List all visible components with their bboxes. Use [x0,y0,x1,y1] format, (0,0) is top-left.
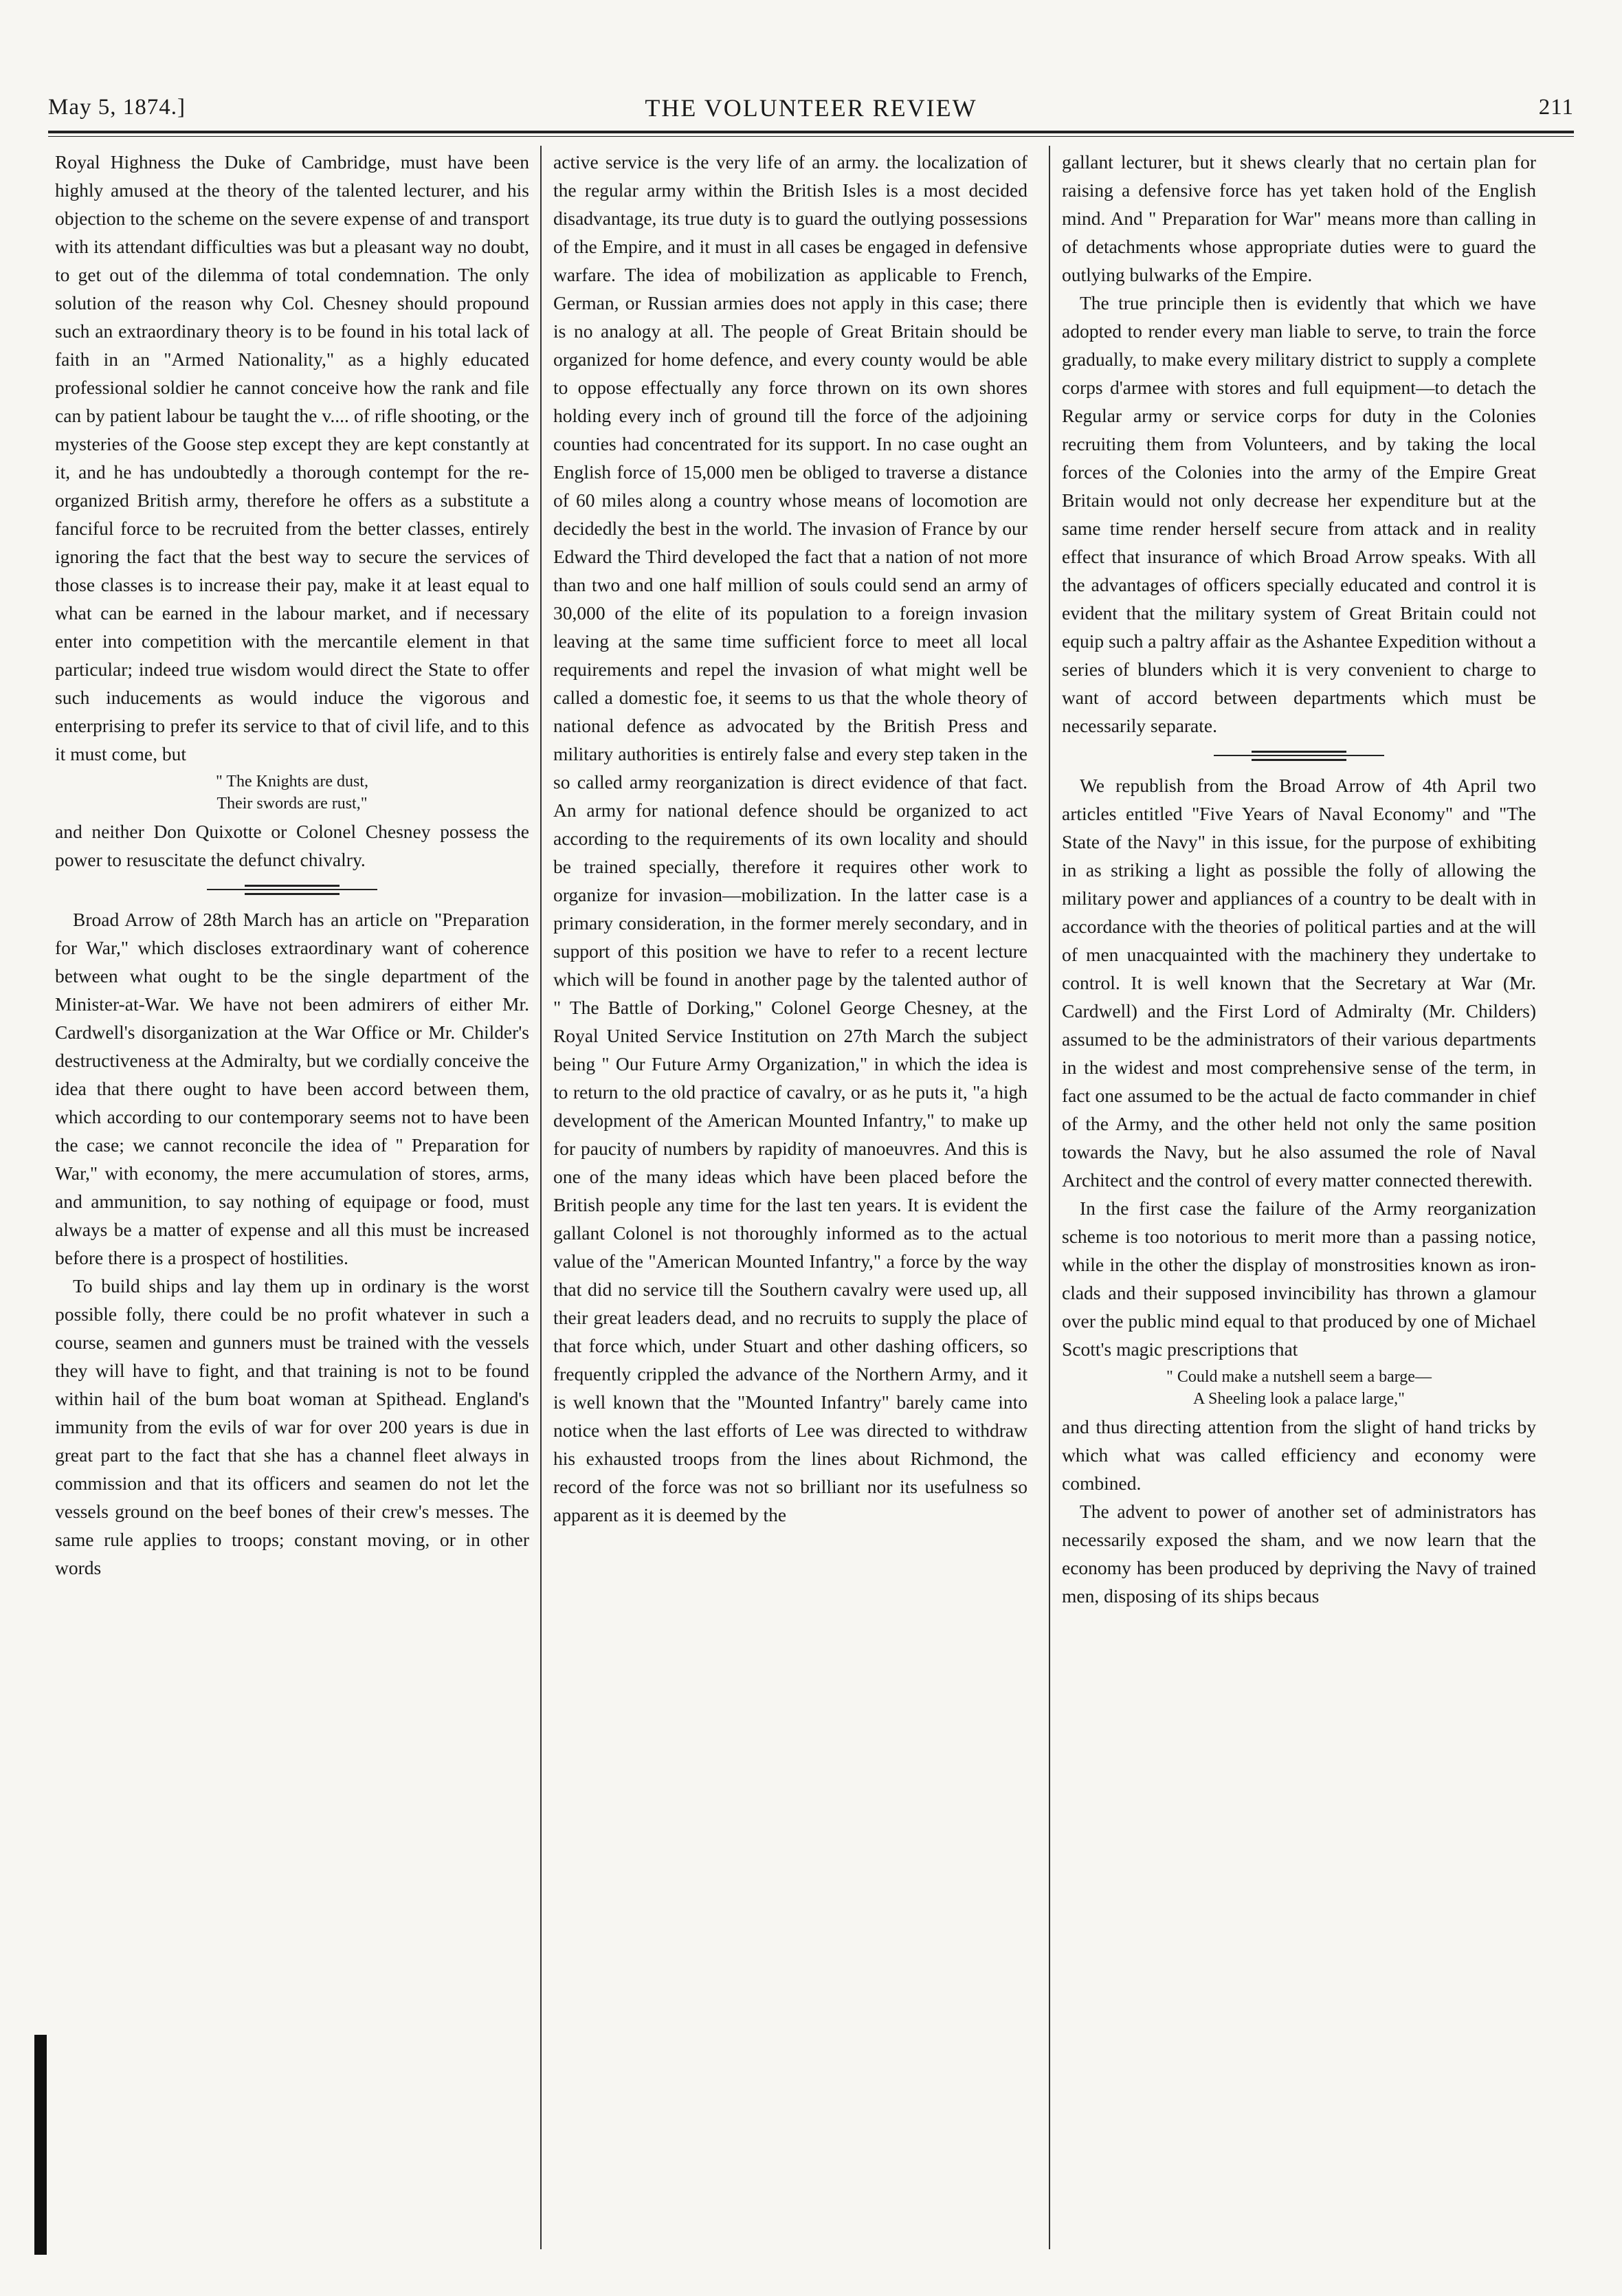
verse-line: Their swords are rust," [216,795,368,813]
paragraph: gallant lecturer, but it shews clearly that no certain plan for raising a defensive force has yet taken hold of the English mind. And " Preparation for War" means more than calling in of detachments whose appropriate duties were to guard the outlying bulwarks of the Empire. [1062,151,1536,285]
header-rule-thin [48,136,1574,137]
verse-line: " Could make a nutshell seem a barge— [1166,1368,1432,1386]
page-number: 211 [1538,95,1574,120]
column-1 [55,148,529,2251]
header-rule [48,131,1574,133]
paragraph: and neither Don Quixotte or Colonel Chesney possess the power to resuscitate the defunct chivalry. [55,821,529,870]
paragraph: The advent to power of another set of administrators has necessarily exposed the sham, and we now learn that the economy has been produced by depriving the Navy of trained men, disposing of its ships becaus [1062,1501,1536,1607]
paragraph: and thus directing attention from the slight of hand tricks by which what was called efficiency and economy were combined. [1062,1416,1536,1494]
paragraph: In the first case the failure of the Army reorganization scheme is too notorious to merit more than a passing notice, while in the other the display of monstrosities known as iron-clads and their supposed invincibility has thrown a glamour over the public mind equal to that produced by one of Michael Scott's magic prescriptions that [1062,1197,1536,1360]
publication-title: THE VOLUNTEER REVIEW [645,94,977,122]
column-3 [1062,148,1536,2251]
section-separator [55,878,529,901]
verse-line: A Sheeling look a palace large," [1193,1390,1405,1408]
running-header [48,88,1574,129]
verse-line: " The Knights are dust, [216,773,368,791]
paragraph: active service is the very life of an army. the localization of the regular army within the British Isles is a most decided disadvantage, its true duty is to guard the outlying possessions of the Empire, and it must in all cases be engaged in defensive warfare. The idea of mobilization as applicable to French, German, or Russian armies does not apply in this case; there is no analogy at all. The people of Great Britain should be organized for home defence, and every county would be able to oppose effectually any force thrown on its own shores holding every inch of ground till the force of the adjoining counties had concentrated for its support. In no case ought an English force of 15,000 men be obliged to traverse a distance of 60 miles along a country whose means of locomotion are decidedly the best in the world. The invasion of France by our Edward the Third developed the fact that a nation of not more than two and one half million of souls could send an army of 30,000 of the elite of its population to a foreign invasion leaving at the same time sufficient force to meet all local requirements and repel the invasion of what might well be called a domestic foe, it seems to us that the whole theory of national defence as advocated by the British Press and military authorities is entirely false and every step taken in the so called army reorganization is direct evidence of that fact. An army for national defence should be organized to act according to the requirements of its own locality and should be trained specially, therefore it requires other work to organize for invasion—mobilization. In the latter case is a primary consideration, in the former merely secondary, and in support of this position we have to refer to a recent lecture which will be found in another page by the talented author of " The Battle of Dorking," Colonel George Chesney, at the Royal United Service Institution on 27th March the subject being " Our Future Army Organization," in which the idea is to return to the old practice of cavalry, or as he puts it, "a high development of the American Mounted Infantry," to make up for paucity of numbers by rapidity of manoeuvres. And this is one of the many ideas which have been placed before the British people any time for the last ten years. It is evident the gallant Colonel is not thoroughly informed as to the actual value of the "American Mounted Infantry," a force by the way that did no service till the Southern cavalry were used up, all their great leaders dead, and no recruits to supply the place of that force which, under Stuart and other dashing officers, so frequently crippled the advance of the Northern Army, and it is well known that the "Mounted Infantry" barely came into notice when the last efforts of Lee was directed to withdraw his exhausted troops from the lines about Richmond, the record of the force was not so brilliant nor its usefulness so apparent as it is deemed by the [553,151,1027,1525]
paragraph: Royal Highness the Duke of Cambridge, must have been highly amused at the theory of the talented lecturer, and his objection to the scheme on the severe expense of and transport with its attendant difficulties was but a pleasant way no doubt, to get out of the dilemma of total condemnation. The only solution of the reason why Col. Chesney should propound such an extraordinary theory is to be found in his total lack of faith in an "Armed Nationality," as a highly educated professional soldier he cannot conceive how the rank and file can by patient labour be taught the v.... of rifle shooting, or the mysteries of the Goose step except they are kept constantly at it, and he has undoubtedly a thorough contempt for the re-organized British army, therefore he offers as a substitute a fanciful force to be recruited from the better classes, entirely ignoring the fact that the best way to secure the services of those classes is to increase their pay, make it at least equal to what can be earned in the labour market, and if necessary enter into competition with the mercantile element in that particular; indeed true wisdom would direct the State to offer such inducements as would induce the vigorous and enterprising to prefer its service to that of civil life, and to this it must come, but [55,151,529,764]
column-divider [540,146,542,2249]
binding-edge-mark [34,2035,47,2255]
verse-quote [55,771,529,815]
paragraph: The true principle then is evidently that which we have adopted to render every man liable to serve, to train the force gradually, to make every military district to supply a complete corps d'armee with stores and full equipment—to detach the Regular army or service corps for duty in the Colonies recruiting them from Volunteers, and by taking the local forces of the Colonies into the army of the Empire Great Britain would not only decrease her expenditure but at the same time render herself secure from attack and in reality effect that insurance of which Broad Arrow speaks. With all the advantages of officers specially educated and control it is evident that the military system of Great Britain could not equip such a paltry affair as the Ashantee Expedition without a series of blunders which it is very convenient to charge to want of accord between departments which must be necessarily separate. [1062,292,1536,736]
column-divider [1049,146,1050,2249]
paragraph: To build ships and lay them up in ordinary is the worst possible folly, there could be no profit whatever in such a course, seamen and gunners must be trained with the vessels they will have to fight, and that training is not to be found within hail of the bum boat woman at Spithead. England's immunity from the evils of war for over 200 years is due in great part to the fact that she has a channel fleet always in commission and that its officers and seamen do not let the vessels ground on the beef bones of their crew's messes. The same rule applies to troops; constant moving, or in other words [55,1275,529,1578]
paragraph: Broad Arrow of 28th March has an article on "Preparation for War," which discloses extraordinary want of coherence between what ought to be the single department of the Minister-at-War. We have not been admirers of either Mr. Cardwell's disorganization at the War Office or Mr. Childer's destructiveness at the Admiralty, but we cordially conceive the idea that there ought to have been accord between them, which according to our contemporary seems not to have been the case; we cannot reconcile the idea of " Preparation for War," with economy, the mere accumulation of stores, arms, and ammunition, to say nothing of equipage or food, must always be a matter of expense and all this must be increased before there is a prospect of hostilities. [55,909,529,1268]
column-2 [553,148,1027,2251]
verse-quote [1062,1366,1536,1410]
issue-date: May 5, 1874.] [48,95,186,120]
paragraph: We republish from the Broad Arrow of 4th April two articles entitled "Five Years of Naval Economy" and "The State of the Navy" in this issue, for the purpose of exhibiting in as striking a light as possible the folly of allowing the military power and appliances of a country to be dealt with in accordance with the theories of political parties and at the will of men unacquainted with the machinery they undertake to control. It is well known that the Secretary at War (Mr. Cardwell) and the First Lord of Admiralty (Mr. Childers) assumed to be the administrators of their various departments in the widest and most comprehensive sense of the term, in fact one assumed to be the actual de facto commander in chief of the Army, and the other held not only the same position towards the Navy, but he also assumed the role of Naval Architect and the control of every matter connected therewith. [1062,775,1536,1191]
section-separator [1062,744,1536,767]
